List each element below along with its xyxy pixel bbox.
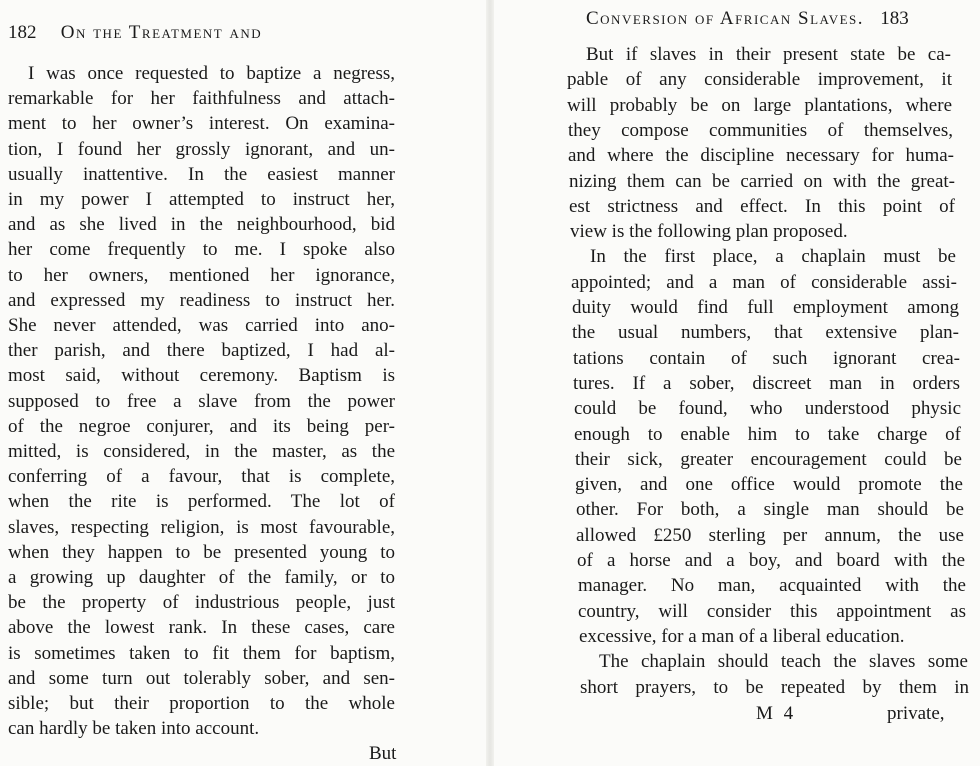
right-catchword: private,	[887, 703, 945, 724]
left-line: tion, I found her grossly ignorant, and un-	[8, 138, 395, 160]
left-running-head	[8, 22, 262, 44]
left-line: is sometimes taken to fit them for baptism,	[8, 642, 395, 664]
right-line: enough to enable him to take charge of	[574, 423, 961, 445]
left-catchword: But	[369, 743, 397, 764]
right-line: they compose communities of themselves,	[568, 119, 953, 141]
left-line: above the lowest rank. In these cases, care	[8, 617, 395, 639]
right-line: view is the following plan proposed.	[570, 221, 848, 243]
right-line: In the first place, a chaplain must be	[590, 246, 956, 268]
left-line: most said, without ceremony. Baptism is	[8, 365, 395, 387]
right-line: of a horse and a boy, and board with the	[577, 550, 965, 571]
signature-mark: M 4	[756, 703, 797, 724]
right-line: est strictness and effect. In this point of	[569, 195, 955, 217]
right-line: The chaplain should teach the slaves some	[599, 651, 968, 673]
right-line: tations contain of such ignorant crea-	[573, 347, 960, 369]
left-line: when they happen to be presented young to	[8, 541, 395, 563]
right-line: other. For both, a single man should be	[576, 499, 964, 521]
right-line: manager. No man, acquainted with the	[578, 575, 966, 597]
left-line: slaves, respecting religion, is most favourable,	[8, 516, 395, 538]
left-head-title: On the Treatment and	[60, 22, 263, 43]
left-line: and as she lived in the neighbourhood, bid	[8, 214, 395, 236]
right-line: could be found, who understood physic	[574, 398, 961, 420]
left-line: to her owners, mentioned her ignorance,	[8, 264, 395, 286]
left-line: be the property of industrious people, just	[8, 592, 395, 614]
left-line: of the negroe conjurer, and its being per-	[8, 415, 395, 437]
right-line: pable of any considerable improvement, it	[567, 69, 952, 91]
right-line: short prayers, to be repeated by them in	[580, 676, 969, 698]
right-line: and where the discipline necessary for huma-	[568, 145, 954, 167]
right-line: tures. If a sober, discreet man in orders	[573, 372, 960, 394]
left-line: mitted, is considered, in the master, as the	[8, 441, 395, 462]
right-head-title: Conversion of African Slaves.	[586, 8, 865, 29]
left-line: ther parish, and there baptized, I had al-	[8, 340, 395, 362]
right-line: the usual numbers, that extensive plan-	[572, 322, 959, 344]
right-page-number: 183	[880, 8, 909, 29]
right-line: country, will consider this appointment as	[578, 600, 966, 622]
left-page-number: 182	[8, 22, 37, 43]
right-line: given, and one office would promote the	[575, 474, 963, 496]
left-line: can hardly be taken into account.	[8, 718, 260, 740]
left-line: and some turn out tolerably sober, and sen-	[8, 667, 395, 689]
left-line: a growing up daughter of the family, or to	[8, 567, 395, 588]
right-line: But if slaves in their present state be ca-	[586, 44, 951, 65]
left-line: supposed to free a slave from the power	[8, 390, 395, 412]
left-line: and expressed my readiness to instruct her.	[8, 289, 395, 311]
right-line: allowed £250 sterling per annum, the use	[576, 524, 964, 546]
left-line: I was once requested to baptize a negress,	[28, 63, 395, 84]
left-line: She never attended, was carried into ano-	[8, 315, 395, 336]
left-line: remarkable for her faithfulness and attach-	[8, 88, 395, 110]
left-line: in my power I attempted to instruct her,	[8, 189, 395, 210]
left-line: when the rite is performed. The lot of	[8, 491, 395, 513]
right-line: will probably be on large plantations, where	[567, 94, 952, 116]
right-line: duity would find full employment among	[572, 297, 959, 318]
left-line: conferring of a favour, that is complete,	[8, 466, 395, 488]
left-line: ment to her owner’s interest. On examina-	[8, 113, 395, 135]
left-line: her come frequently to me. I spoke also	[8, 239, 395, 261]
right-running-head	[586, 8, 909, 30]
right-line: nizing them can be carried on with the great-	[569, 170, 955, 192]
right-page	[490, 0, 980, 766]
right-line: their sick, greater encouragement could be	[575, 448, 962, 470]
left-line: usually inattentive. In the easiest manner	[8, 163, 395, 185]
right-line: appointed; and a man of considerable assi-	[571, 271, 957, 293]
right-line: excessive, for a man of a liberal education.	[579, 625, 905, 647]
left-line: sible; but their proportion to the whole	[8, 693, 395, 714]
